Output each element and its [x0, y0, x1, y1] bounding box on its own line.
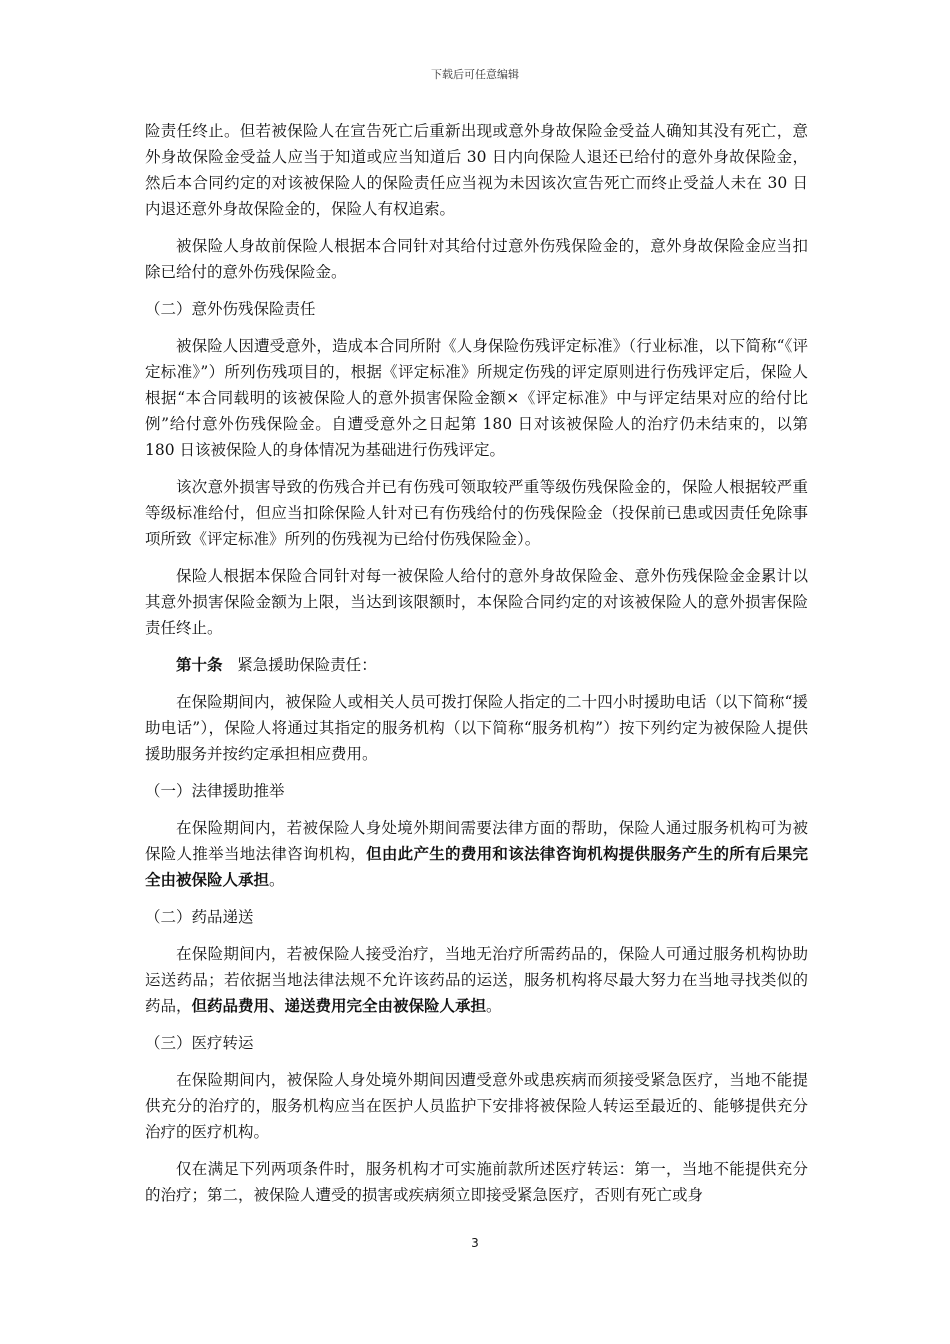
section-heading: （二）意外伤残保险责任: [145, 300, 316, 318]
page-header: 下载后可任意编辑: [431, 68, 519, 81]
paragraph-text: 在保险期间内，若被保险人接受治疗，当地无治疗所需药品的，保险人可通过服务机构协助运送药品；若依据当地法律法规不允许该药品的运送，服务机构将尽最大努力在当地寻找类似的药品，: [145, 945, 808, 1015]
paragraph: 在保险期间内，被保险人身处境外期间因遭受意外或患疾病而须接受紧急医疗，当地不能提供充分的治疗的，服务机构应当在医护人员监护下安排将被保险人转运至最近的、能够提供充分治疗的医疗机构。: [145, 1071, 808, 1141]
paragraph: [145, 815, 808, 893]
article-title: 紧急援助保险责任：: [237, 656, 377, 674]
paragraph: 被保险人身故前保险人根据本合同针对其给付过意外伤残保险金的，意外身故保险金应当扣除已给付的意外伤残保险金。: [145, 237, 808, 281]
paragraph: [145, 941, 808, 1019]
paragraph: 保险人根据本保险合同针对每一被保险人给付的意外身故保险金、意外伤残保险金金累计以其意外损害保险金额为上限，当达到该限额时，本保险合同约定的对该被保险人的意外损害保险责任终止。: [145, 567, 808, 637]
page-number: 3: [471, 1236, 479, 1250]
section-heading: （二）药品递送: [145, 908, 254, 926]
document-body: [145, 118, 808, 1219]
paragraph: 仅在满足下列两项条件时，服务机构才可实施前款所述医疗转运：第一，当地不能提供充分的治疗；第二，被保险人遭受的损害或疾病须立即接受紧急医疗，否则有死亡或身: [145, 1160, 808, 1204]
paragraph-end: 。: [269, 871, 285, 889]
paragraph: 在保险期间内，被保险人或相关人员可拨打保险人指定的二十四小时援助电话（以下简称“援助电话”），保险人将通过其指定的服务机构（以下简称“服务机构”）按下列约定为被保险人提供援助服务并按约定承担相应费用。: [145, 693, 808, 763]
section-heading: （一）法律援助推举: [145, 782, 285, 800]
bold-clause: 但药品费用、递送费用完全由被保险人承担: [191, 996, 487, 1015]
paragraph: 该次意外损害导致的伤残合并已有伤残可领取较严重等级伤残保险金的，保险人根据较严重等级标准给付，但应当扣除保险人针对已有伤残给付的伤残保险金（投保前已患或因责任免除事项所致《评定标准》所列的伤残视为已给付伤残保险金）。: [145, 478, 808, 548]
article-heading: [145, 652, 808, 678]
paragraph: 被保险人因遭受意外，造成本合同所附《人身保险伤残评定标准》（行业标准，以下简称“《评定标准》”）所列伤残项目的，根据《评定标准》所规定伤残的评定原则进行伤残评定后，保险人根据“本合同载明的该被保险人的意外损害保险金额×《评定标准》中与评定结果对应的给付比例”给付意外伤残保险金。自遭受意外之日起第 180 日对该被保险人的治疗仍未结束的，以第 180 日该被保险人的身体情况为基础进行伤残评定。: [145, 337, 808, 459]
paragraph: 险责任终止。但若被保险人在宣告死亡后重新出现或意外身故保险金受益人确知其没有死亡，意外身故保险金受益人应当于知道或应当知道后 30 日内向保险人退还已给付的意外身故保险金，然后本合同约定的对该被保险人的保险责任应当视为未因该次宣告死亡而终止受益人未在 30 日内退还意外身故保险金的，保险人有权追索。: [145, 122, 808, 218]
article-number: 第十条: [176, 655, 223, 674]
paragraph-end: 。: [486, 997, 502, 1015]
bold-clause: 但由此产生的费用和该法律咨询机构提供服务产生的所有后果完全由被保险人承担: [145, 844, 808, 889]
section-heading: （三）医疗转运: [145, 1034, 254, 1052]
paragraph-text: 在保险期间内，若被保险人身处境外期间需要法律方面的帮助，保险人通过服务机构可为被保险人推举当地法律咨询机构，: [145, 819, 808, 863]
